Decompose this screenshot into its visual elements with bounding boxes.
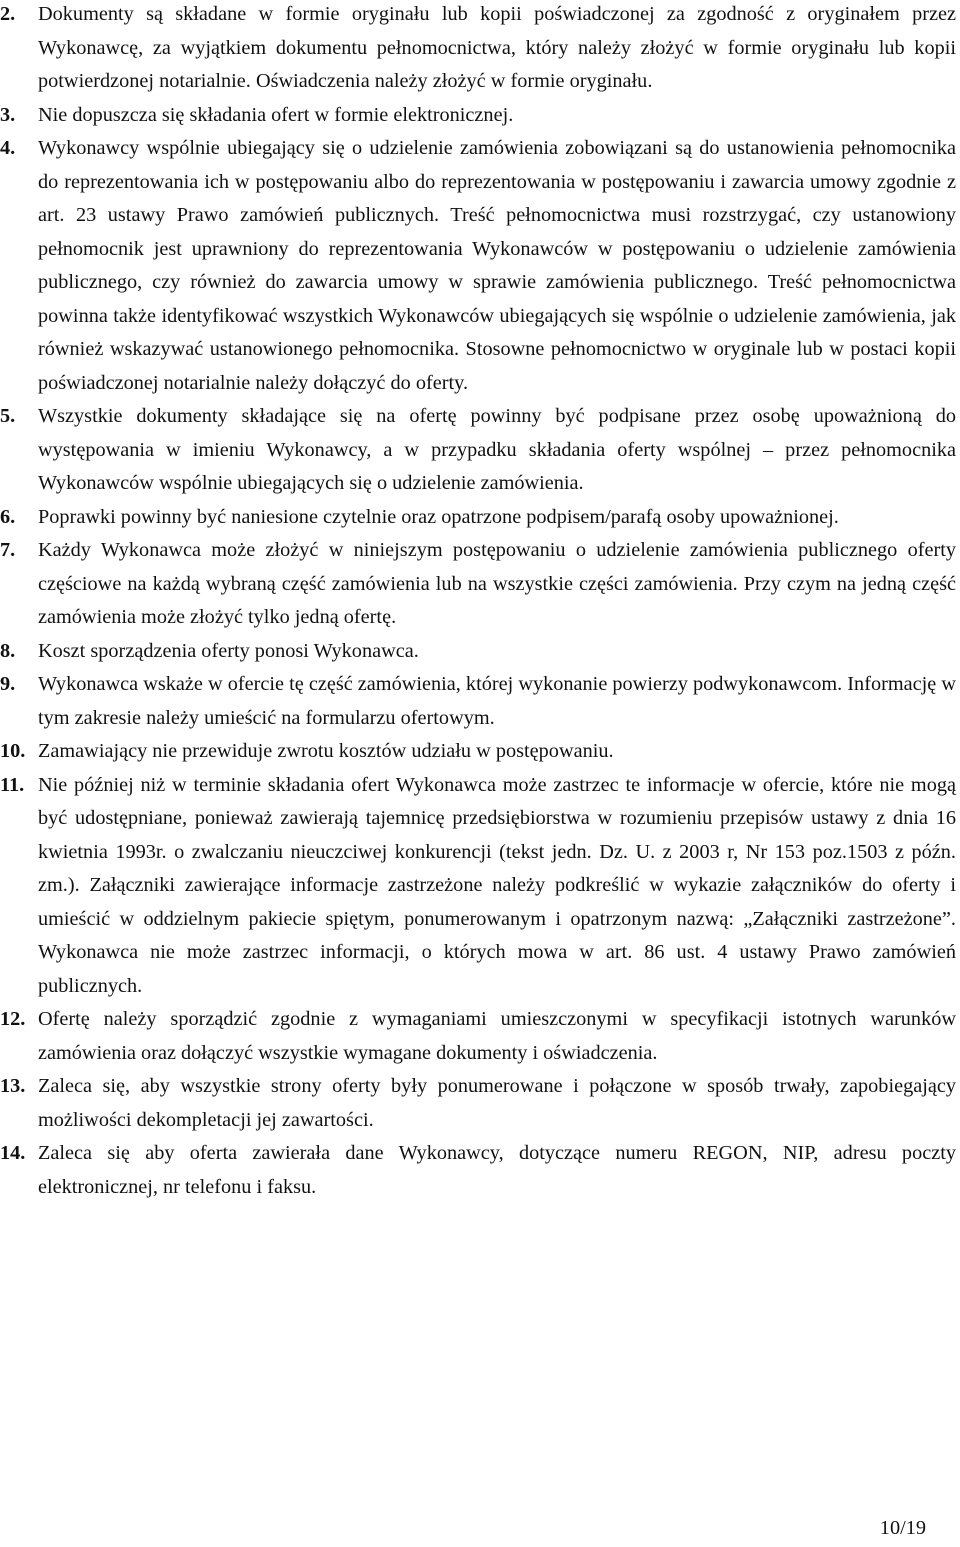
item-number: 12. xyxy=(0,1008,26,1030)
item-text: Zamawiający nie przewiduje zwrotu kosztów udziału w postępowaniu. xyxy=(38,740,614,762)
item-text: Nie dopuszcza się składania ofert w formie elektronicznej. xyxy=(38,103,514,126)
item-text: Nie później niż w terminie składania ofert Wykonawca może zastrzec te informacje w ofercie, które nie mogą być udostępniane, ponieważ zawierają tajemnicę przedsiębiorstwa w rozumieniu przepisów ustawy z dnia 16 kwietnia 1993r. o zwalczaniu nieuczciwej konkurencji (tekst jedn. Dz. U. z 2003 r, Nr 153 poz.1503 z późn. zm.). Załączniki zawierające informacje zastrzeżone należy podkreślić w wykazie załączników do oferty i umieścić w oddzielnym pakiecie spiętym, ponumerowanym i opatrzonym nazwą: „Załączniki zastrzeżone”. Wykonawca nie może zastrzec informacji, o których mowa w art. 86 ust. 4 ustawy Prawo zamówień publicznych. xyxy=(38,773,956,997)
item-number: 5. xyxy=(0,405,16,427)
item-number: 13. xyxy=(0,1075,26,1097)
item-number: 14. xyxy=(0,1142,26,1164)
item-number: 2. xyxy=(0,3,16,25)
list-item xyxy=(0,635,960,669)
item-text: Zaleca się, aby wszystkie strony oferty były ponumerowane i połączone w sposób trwały, zapobiegający możliwości dekompletacji jej zawartości. xyxy=(38,1075,956,1131)
item-number: 9. xyxy=(0,673,16,695)
list-item xyxy=(0,400,960,501)
list-item xyxy=(0,769,960,1004)
list-item xyxy=(0,668,960,735)
item-text: Zaleca się aby oferta zawierała dane Wykonawcy, dotyczące numeru REGON, NIP, adresu poczty elektronicznej, nr telefonu i faksu. xyxy=(38,1142,956,1198)
list-item xyxy=(0,0,960,99)
item-text: Dokumenty są składane w formie oryginału lub kopii poświadczonej za zgodność z oryginałem przez Wykonawcę, za wyjątkiem dokumentu pełnomocnictwa, który należy złożyć w formie oryginału lub kopii potwierdzonej notarialnie. Oświadczenia należy złożyć w formie oryginału. xyxy=(38,3,956,92)
item-text: Ofertę należy sporządzić zgodnie z wymaganiami umieszczonymi w specyfikacji istotnych warunków zamówienia oraz dołączyć wszystkie wymagane dokumenty i oświadczenia. xyxy=(38,1008,956,1064)
list-item xyxy=(0,1070,960,1137)
item-number: 3. xyxy=(0,103,16,126)
list-item xyxy=(0,132,960,400)
item-number: 6. xyxy=(0,505,16,528)
item-text: Każdy Wykonawca może złożyć w niniejszym postępowaniu o udzielenie zamówienia publicznego oferty częściowe na każdą wybraną część zamówienia lub na wszystkie części zamówienia. Przy czym na jedną część zamówienia może złożyć tylko jedną ofertę. xyxy=(38,539,956,628)
item-number: 4. xyxy=(0,137,16,159)
list-item xyxy=(0,1003,960,1070)
list-item xyxy=(0,534,960,635)
item-text: Wykonawca wskaże w ofercie tę część zamówienia, której wykonanie powierzy podwykonawcom. Informację w tym zakresie należy umieścić na formularzu ofertowym. xyxy=(38,673,956,729)
item-text: Wszystkie dokumenty składające się na ofertę powinny być podpisane przez osobę upoważnioną do występowania w imieniu Wykonawcy, a w przypadku składania oferty wspólnej – przez pełnomocnika Wykonawców wspólnie ubiegających się o udzielenie zamówienia. xyxy=(38,405,956,494)
list-item xyxy=(0,99,960,133)
item-text: Koszt sporządzenia oferty ponosi Wykonawca. xyxy=(38,639,419,662)
list-item xyxy=(0,501,960,535)
item-number: 11. xyxy=(0,773,25,796)
list-item xyxy=(0,735,960,769)
item-text: Poprawki powinny być naniesione czytelnie oraz opatrzone podpisem/parafą osoby upoważnionej. xyxy=(38,505,839,528)
list-item xyxy=(0,1137,960,1204)
item-number: 10. xyxy=(0,740,26,762)
item-number: 8. xyxy=(0,639,16,662)
page-number: 10/19 xyxy=(879,1517,926,1539)
item-text: Wykonawcy wspólnie ubiegający się o udzielenie zamówienia zobowiązani są do ustanowienia pełnomocnika do reprezentowania ich w postępowaniu albo do reprezentowania w postępowaniu i zawarcia umowy zgodnie z art. 23 ustawy Prawo zamówień publicznych. Treść pełnomocnictwa musi rozstrzygać, czy ustanowiony pełnomocnik jest uprawniony do reprezentowania Wykonawców w postępowaniu o udzielenie zamówienia publicznego, czy również do zawarcia umowy w sprawie zamówienia publicznego. Treść pełnomocnictwa powinna także identyfikować wszystkich Wykonawców ubiegających się wspólnie o udzielenie zamówienia, jak również wskazywać ustanowionego pełnomocnika. Stosowne pełnomocnictwo w oryginale lub w postaci kopii poświadczonej notarialnie należy dołączyć do oferty. xyxy=(38,137,956,394)
item-number: 7. xyxy=(0,539,16,561)
